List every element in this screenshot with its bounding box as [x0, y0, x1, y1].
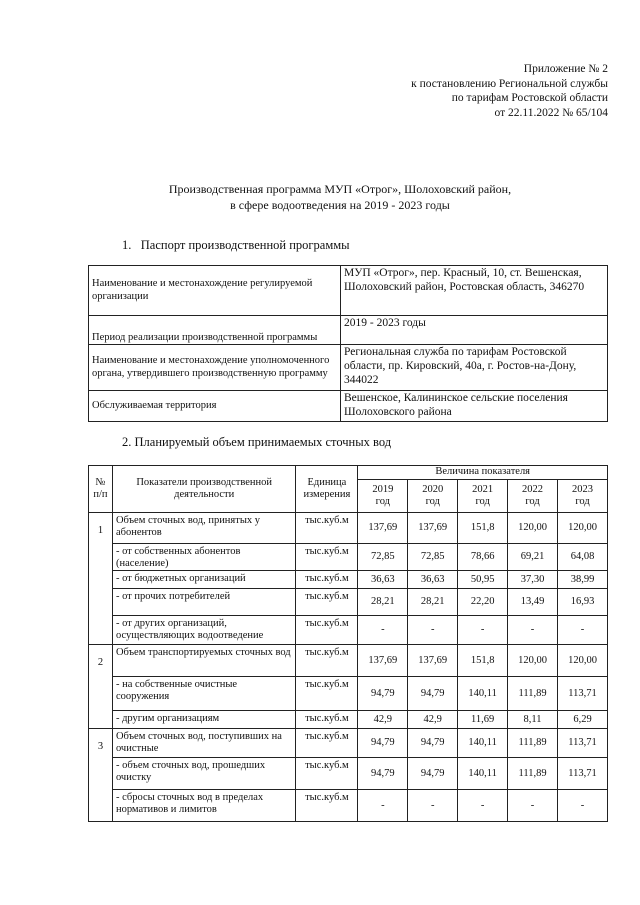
year-header: 2022 год	[508, 480, 558, 513]
value-cell: 37,30	[508, 571, 558, 589]
value-cell: 137,69	[358, 513, 408, 544]
value-cell: 137,69	[408, 513, 458, 544]
value-cell: 6,29	[558, 711, 608, 729]
value-cell: 69,21	[508, 544, 558, 571]
value-cell: 140,11	[458, 677, 508, 711]
unit-cell: тыс.куб.м	[296, 677, 358, 711]
indicator-name: Объем транспортируемых сточных вод	[112, 645, 295, 677]
value-cell: 72,85	[358, 544, 408, 571]
passport-value: Вешенское, Калининское сельские поселения Шолоховского района	[341, 391, 608, 422]
table-body	[89, 513, 608, 822]
appendix-date: от 22.11.2022 № 65/104	[494, 106, 608, 119]
unit-cell: тыс.куб.м	[296, 589, 358, 616]
wastewater-volume-table	[88, 465, 608, 822]
year-header: 2019 год	[358, 480, 408, 513]
value-cell: 120,00	[508, 513, 558, 544]
passport-value: 2019 - 2023 годы	[341, 316, 608, 345]
value-cell: 120,00	[508, 645, 558, 677]
value-cell: -	[408, 790, 458, 822]
unit-cell: тыс.куб.м	[296, 645, 358, 677]
col-indicator-header: Показатели производственной деятельности	[112, 466, 295, 513]
indicator-name: - другим организациям	[112, 711, 295, 729]
value-cell: 140,11	[458, 758, 508, 790]
value-cell: 94,79	[408, 758, 458, 790]
value-cell: 64,08	[558, 544, 608, 571]
value-cell: 94,79	[358, 758, 408, 790]
indicator-name: Объем сточных вод, поступивших на очистные	[112, 729, 295, 758]
value-cell: 94,79	[358, 677, 408, 711]
unit-cell: тыс.куб.м	[296, 790, 358, 822]
table-row	[89, 571, 608, 589]
year-header: 2020 год	[408, 480, 458, 513]
value-cell: 113,71	[558, 677, 608, 711]
value-cell: -	[408, 616, 458, 645]
passport-label: Период реализации производственной программы	[89, 316, 341, 345]
passport-row	[89, 316, 608, 345]
value-cell: -	[558, 790, 608, 822]
passport-label: Обслуживаемая территория	[89, 391, 341, 422]
appendix-service-line: по тарифам Ростовской области	[451, 92, 608, 104]
passport-value: Региональная служба по тарифам Ростовской области, пр. Кировский, 40а, г. Ростов-на-Дону, 344022	[341, 345, 608, 391]
value-cell: -	[358, 616, 408, 645]
value-cell: 94,79	[358, 729, 408, 758]
unit-cell: тыс.куб.м	[296, 711, 358, 729]
col-unit-header: Единица измерения	[296, 466, 358, 513]
table-row	[89, 513, 608, 544]
value-cell: -	[508, 616, 558, 645]
row-number: 3	[89, 729, 113, 822]
row-number: 1	[89, 513, 113, 645]
document-title	[40, 181, 640, 213]
document-title-line1: Производственная программа МУП «Отрог», Шолоховский район,	[168, 182, 512, 196]
appendix-number: Приложение № 2	[523, 63, 608, 75]
value-cell: 36,63	[358, 571, 408, 589]
col-num-header	[89, 466, 113, 513]
value-cell: -	[508, 790, 558, 822]
year-header: 2023 год	[558, 480, 608, 513]
passport-label: Наименование и местонахождение регулируемой организации	[89, 266, 341, 316]
passport-table	[88, 265, 608, 422]
value-cell: 8,11	[508, 711, 558, 729]
indicator-name: - от бюджетных организаций	[112, 571, 295, 589]
value-cell: 137,69	[358, 645, 408, 677]
table-row	[89, 645, 608, 677]
row-number: 2	[89, 645, 113, 729]
table-row	[89, 758, 608, 790]
value-cell: -	[458, 790, 508, 822]
value-cell: 151,8	[458, 513, 508, 544]
value-cell: 113,71	[558, 729, 608, 758]
indicator-name: - от собственных абонентов (население)	[112, 544, 295, 571]
value-cell: -	[458, 616, 508, 645]
value-cell: 36,63	[408, 571, 458, 589]
value-cell: 140,11	[458, 729, 508, 758]
value-cell: 137,69	[408, 645, 458, 677]
table-row	[89, 790, 608, 822]
value-cell: 38,99	[558, 571, 608, 589]
indicator-name: Объем сточных вод, принятых у абонентов	[112, 513, 295, 544]
col-num-symbol: №	[95, 476, 106, 488]
section-1-heading: 1. Паспорт производственной программы	[122, 238, 350, 252]
table-row	[89, 544, 608, 571]
passport-row	[89, 391, 608, 422]
year-header: 2021 год	[458, 480, 508, 513]
value-cell: 42,9	[408, 711, 458, 729]
appendix-decree-line: к постановлению Региональной службы	[411, 77, 608, 90]
unit-cell: тыс.куб.м	[296, 616, 358, 645]
value-cell: 151,8	[458, 645, 508, 677]
passport-value: МУП «Отрог», пер. Красный, 10, ст. Вешенская, Шолоховский район, Ростовская область, 346270	[341, 266, 608, 316]
table-row	[89, 729, 608, 758]
table-row	[89, 711, 608, 729]
col-num-suffix: п/п	[93, 489, 108, 500]
value-cell: -	[358, 790, 408, 822]
passport-row	[89, 345, 608, 391]
value-cell: 78,66	[458, 544, 508, 571]
table-header-row	[89, 466, 608, 480]
value-cell: 111,89	[508, 729, 558, 758]
unit-cell: тыс.куб.м	[296, 729, 358, 758]
value-cell: 11,69	[458, 711, 508, 729]
indicator-name: - сбросы сточных вод в пределах нормативов и лимитов	[112, 790, 295, 822]
table-row	[89, 677, 608, 711]
section-2-heading: 2. Планируемый объем принимаемых сточных вод	[122, 435, 392, 449]
unit-cell: тыс.куб.м	[296, 571, 358, 589]
unit-cell: тыс.куб.м	[296, 758, 358, 790]
value-cell: 72,85	[408, 544, 458, 571]
col-value-header: Величина показателя	[358, 466, 608, 480]
appendix-header	[348, 62, 608, 120]
value-cell: 94,79	[408, 729, 458, 758]
value-cell: 28,21	[408, 589, 458, 616]
value-cell: 120,00	[558, 645, 608, 677]
value-cell: 42,9	[358, 711, 408, 729]
value-cell: 22,20	[458, 589, 508, 616]
value-cell: 28,21	[358, 589, 408, 616]
value-cell: 120,00	[558, 513, 608, 544]
value-cell: -	[558, 616, 608, 645]
value-cell: 94,79	[408, 677, 458, 711]
document-title-line2: в сфере водоотведения на 2019 - 2023 годы	[230, 198, 450, 212]
passport-label: Наименование и местонахождение уполномоченного органа, утвердившего производственную программу	[89, 345, 341, 391]
table-row	[89, 589, 608, 616]
indicator-name: - на собственные очистные сооружения	[112, 677, 295, 711]
value-cell: 111,89	[508, 677, 558, 711]
value-cell: 16,93	[558, 589, 608, 616]
indicator-name: - от прочих потребителей	[112, 589, 295, 616]
passport-row	[89, 266, 608, 316]
indicator-name: - объем сточных вод, прошедших очистку	[112, 758, 295, 790]
value-cell: 113,71	[558, 758, 608, 790]
value-cell: 13,49	[508, 589, 558, 616]
unit-cell: тыс.куб.м	[296, 513, 358, 544]
value-cell: 111,89	[508, 758, 558, 790]
indicator-name: - от других организаций, осуществляющих водоотведение	[112, 616, 295, 645]
unit-cell: тыс.куб.м	[296, 544, 358, 571]
table-row	[89, 616, 608, 645]
value-cell: 50,95	[458, 571, 508, 589]
